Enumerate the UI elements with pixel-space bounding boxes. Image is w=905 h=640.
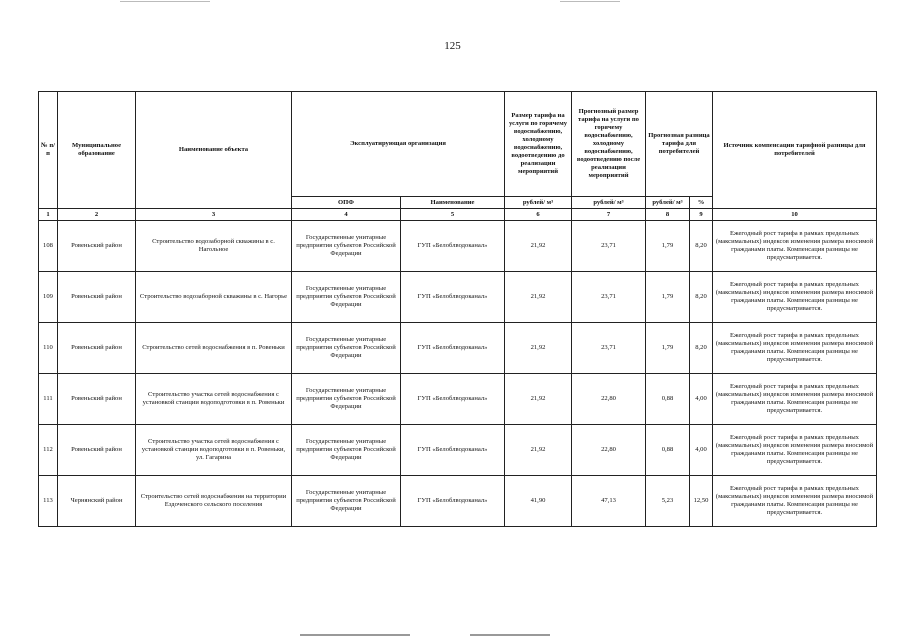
table-row <box>39 221 877 272</box>
row-num: 110 <box>39 323 58 374</box>
row-operator-name: ГУП «Белоблводоканал» <box>401 476 505 527</box>
row-opf: Государственные унитарные предприятия субъектов Российской Федерации <box>292 374 401 425</box>
column-number: 7 <box>572 209 646 221</box>
row-tariff-before: 21,92 <box>505 323 572 374</box>
row-municipality: Ровеньский район <box>58 272 136 323</box>
row-diff: 0,88 <box>646 425 690 476</box>
column-number: 4 <box>292 209 401 221</box>
row-source: Ежегодный рост тарифа в рамках предельных (максимальных) индексов изменения размера вносимой гражданами платы. Компенсация разницы не предусматривается. <box>713 476 877 527</box>
row-object: Строительство сетей водоснабжения на территории Ездоченского сельского поселения <box>136 476 292 527</box>
header-unit: рублей/ м³ <box>572 197 646 209</box>
header-row <box>39 92 877 197</box>
row-diff: 1,79 <box>646 272 690 323</box>
header-diff: Прогнозная разница тарифа для потребителей <box>646 92 713 197</box>
row-object: Строительство водозаборной скважины в с. Нагольное <box>136 221 292 272</box>
row-opf: Государственные унитарные предприятия субъектов Российской Федерации <box>292 476 401 527</box>
row-operator-name: ГУП «Белоблводоканал» <box>401 425 505 476</box>
row-num: 109 <box>39 272 58 323</box>
table-row <box>39 374 877 425</box>
row-num: 112 <box>39 425 58 476</box>
table-row <box>39 323 877 374</box>
row-municipality: Ровеньский район <box>58 323 136 374</box>
row-source: Ежегодный рост тарифа в рамках предельных (максимальных) индексов изменения размера вносимой гражданами платы. Компенсация разницы не предусматривается. <box>713 323 877 374</box>
table-row <box>39 476 877 527</box>
column-number: 3 <box>136 209 292 221</box>
header-opf: ОПФ <box>292 197 401 209</box>
table-row <box>39 425 877 476</box>
row-object: Строительство сетей водоснабжения в п. Ровеньки <box>136 323 292 374</box>
column-number: 5 <box>401 209 505 221</box>
column-number: 6 <box>505 209 572 221</box>
row-tariff-after: 23,71 <box>572 272 646 323</box>
row-percent: 4,00 <box>690 425 713 476</box>
row-diff: 0,88 <box>646 374 690 425</box>
tariff-table <box>38 91 877 527</box>
page-number: 125 <box>444 40 461 52</box>
header-source: Источник компенсации тарифной разницы для потребителей <box>713 92 877 209</box>
row-municipality: Чернянский район <box>58 476 136 527</box>
row-object: Строительство участка сетей водоснабжения с установкой станции водоподготовки в п. Ровеньки <box>136 374 292 425</box>
header-unit: рублей/ м³ <box>505 197 572 209</box>
column-number: 2 <box>58 209 136 221</box>
row-object: Строительство водозаборной скважины в с. Нагорье <box>136 272 292 323</box>
column-number: 10 <box>713 209 877 221</box>
row-opf: Государственные унитарные предприятия субъектов Российской Федерации <box>292 425 401 476</box>
column-number: 9 <box>690 209 713 221</box>
row-municipality: Ровеньский район <box>58 425 136 476</box>
table-row <box>39 272 877 323</box>
header-num: № п/п <box>39 92 58 209</box>
row-tariff-before: 21,92 <box>505 374 572 425</box>
row-tariff-after: 22,80 <box>572 374 646 425</box>
header-object: Наименование объекта <box>136 92 292 209</box>
row-tariff-before: 21,92 <box>505 425 572 476</box>
row-diff: 1,79 <box>646 221 690 272</box>
row-operator-name: ГУП «Белоблводоканал» <box>401 272 505 323</box>
row-tariff-after: 23,71 <box>572 221 646 272</box>
row-object: Строительство участка сетей водоснабжения с установкой станции водоподготовки в п. Ровеньки, ул. Гагарина <box>136 425 292 476</box>
row-opf: Государственные унитарные предприятия субъектов Российской Федерации <box>292 323 401 374</box>
row-num: 113 <box>39 476 58 527</box>
row-tariff-after: 23,71 <box>572 323 646 374</box>
scan-edge-top <box>560 1 620 2</box>
header-percent: % <box>690 197 713 209</box>
header-name: Наименование <box>401 197 505 209</box>
row-operator-name: ГУП «Белоблводоканал» <box>401 221 505 272</box>
scan-edge-bottom <box>300 634 410 636</box>
row-opf: Государственные унитарные предприятия субъектов Российской Федерации <box>292 221 401 272</box>
header-operator: Эксплуатирующая организация <box>292 92 505 197</box>
row-tariff-before: 21,92 <box>505 272 572 323</box>
row-opf: Государственные унитарные предприятия субъектов Российской Федерации <box>292 272 401 323</box>
row-tariff-after: 47,13 <box>572 476 646 527</box>
row-municipality: Ровеньский район <box>58 221 136 272</box>
row-percent: 8,20 <box>690 323 713 374</box>
scan-edge-bottom <box>470 634 550 636</box>
header-municipality: Муниципальное образование <box>58 92 136 209</box>
header-tariff-size: Размер тарифа на услуги по горячему водоснабжению, холодному водоснабжению, водоотведению до реализации мероприятий <box>505 92 572 197</box>
row-percent: 4,00 <box>690 374 713 425</box>
header-tariff-forecast: Прогнозный размер тарифа на услуги по горячему водоснабжению, холодному водоснабжению, водоотведению после реализации мероприятий <box>572 92 646 197</box>
row-source: Ежегодный рост тарифа в рамках предельных (максимальных) индексов изменения размера вносимой гражданами платы. Компенсация разницы не предусматривается. <box>713 374 877 425</box>
column-number: 8 <box>646 209 690 221</box>
scan-edge-top <box>120 1 210 2</box>
row-source: Ежегодный рост тарифа в рамках предельных (максимальных) индексов изменения размера вносимой гражданами платы. Компенсация разницы не предусматривается. <box>713 221 877 272</box>
row-percent: 8,20 <box>690 272 713 323</box>
row-percent: 8,20 <box>690 221 713 272</box>
row-num: 111 <box>39 374 58 425</box>
row-tariff-after: 22,80 <box>572 425 646 476</box>
row-diff: 1,79 <box>646 323 690 374</box>
header-unit: рублей/ м³ <box>646 197 690 209</box>
row-operator-name: ГУП «Белоблводоканал» <box>401 374 505 425</box>
row-source: Ежегодный рост тарифа в рамках предельных (максимальных) индексов изменения размера вносимой гражданами платы. Компенсация разницы не предусматривается. <box>713 272 877 323</box>
column-number: 1 <box>39 209 58 221</box>
row-percent: 12,50 <box>690 476 713 527</box>
row-tariff-before: 41,90 <box>505 476 572 527</box>
row-diff: 5,23 <box>646 476 690 527</box>
column-numbers-row <box>39 209 877 221</box>
row-municipality: Ровеньский район <box>58 374 136 425</box>
row-operator-name: ГУП «Белоблводоканал» <box>401 323 505 374</box>
row-source: Ежегодный рост тарифа в рамках предельных (максимальных) индексов изменения размера вносимой гражданами платы. Компенсация разницы не предусматривается. <box>713 425 877 476</box>
row-tariff-before: 21,92 <box>505 221 572 272</box>
row-num: 108 <box>39 221 58 272</box>
